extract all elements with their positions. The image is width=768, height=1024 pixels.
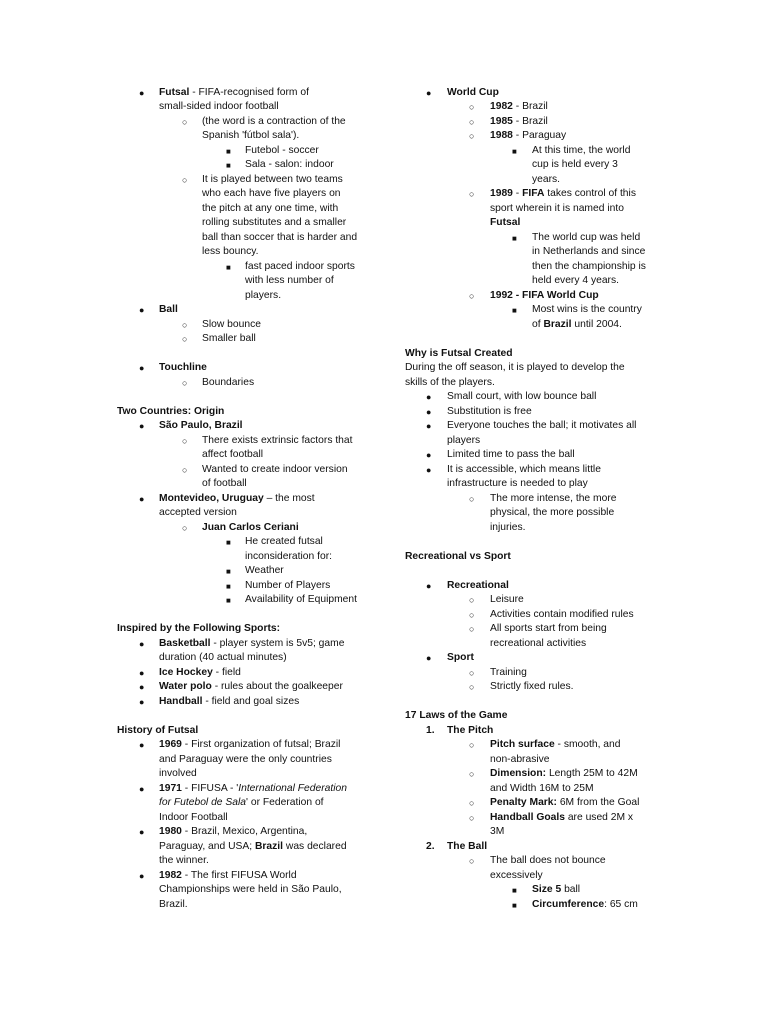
text: - rules about the goalkeeper	[211, 681, 343, 692]
text-line: players.	[245, 290, 282, 301]
text-line: All sports start from being	[490, 623, 607, 634]
text-line	[490, 100, 548, 114]
section-heading-rec-vs-sport: Recreational vs Sport	[405, 551, 511, 562]
text-line	[490, 129, 566, 143]
text: - Brazil	[512, 101, 548, 112]
text-line: Weather	[245, 565, 284, 576]
bullet-square	[226, 260, 231, 275]
text-line: Everyone touches the ball; it motivates all	[447, 420, 637, 431]
bullet-dot	[139, 419, 144, 433]
text-line	[490, 187, 636, 201]
bullet-dot	[139, 782, 144, 796]
text: Length 25M to 42M	[546, 768, 638, 779]
text-line: Number of Players	[245, 580, 331, 591]
text-line: Sport	[447, 652, 474, 663]
text-line: excessively	[490, 870, 543, 881]
bold-text: FIFA	[522, 188, 545, 199]
futsal-term: Futsal	[159, 87, 190, 98]
text-line	[159, 869, 297, 883]
bullet-circle	[182, 376, 187, 390]
section-heading-origin: Two Countries: Origin	[117, 406, 225, 417]
bold-text: 1982	[159, 870, 182, 881]
bullet-square	[226, 158, 231, 173]
text-line: injuries.	[490, 522, 526, 533]
bullet-circle	[469, 767, 474, 781]
bullet-circle	[469, 622, 474, 636]
bold-text: 1985	[490, 116, 513, 127]
text-line: Substitution is free	[447, 406, 532, 417]
bold-text: Brazil	[543, 319, 572, 330]
text: - player system is 5v5; game	[210, 638, 345, 649]
bullet-square	[226, 579, 231, 594]
bullet-dot	[426, 448, 431, 462]
bullet-circle	[469, 492, 474, 506]
bold-text: Water polo	[159, 681, 212, 692]
bullet-circle	[469, 738, 474, 752]
text-line: the winner.	[159, 855, 209, 866]
text-line: The Pitch	[447, 725, 494, 736]
futsal-definition	[159, 86, 309, 100]
text-line	[490, 796, 639, 810]
text-line	[532, 318, 622, 332]
bullet-circle	[469, 129, 474, 143]
text-line: (the word is a contraction of the	[202, 116, 346, 127]
bullet-circle	[469, 115, 474, 129]
bold-text: Basketball	[159, 638, 211, 649]
text-line: Slow bounce	[202, 319, 261, 330]
text-line: infrastructure is needed to play	[447, 478, 588, 489]
text-line: players	[447, 435, 481, 446]
bold-text: Pitch surface	[490, 739, 555, 750]
text-line: Sala - salon: indoor	[245, 159, 334, 170]
text-line	[159, 782, 347, 796]
world-cup-term: World Cup	[447, 87, 499, 98]
text-line: The world cup was held	[532, 232, 641, 243]
text-line: held every 4 years.	[532, 275, 619, 286]
text-line: Leisure	[490, 594, 524, 605]
text: - The first FIFUSA World	[181, 870, 297, 881]
bullet-dot	[139, 869, 144, 883]
italic-text: for Futebol de Sala	[159, 797, 247, 808]
section-heading-history: History of Futsal	[117, 725, 199, 736]
text-line: He created futsal	[245, 536, 323, 547]
text-line: duration (40 actual minutes)	[159, 652, 287, 663]
text-line	[490, 115, 548, 129]
bullet-square	[226, 564, 231, 579]
bullet-square	[512, 303, 517, 318]
bold-text: Handball Goals	[490, 812, 565, 823]
bold-text: 1969	[159, 739, 182, 750]
section-heading-why: Why is Futsal Created	[405, 348, 513, 359]
text-line: skills of the players.	[405, 377, 495, 388]
bullet-circle	[469, 811, 474, 825]
bold-text: 1982	[490, 101, 513, 112]
text-line: Activities contain modified rules	[490, 609, 634, 620]
text: ' or Federation of	[246, 797, 324, 808]
text-line: and Width 16M to 25M	[490, 783, 594, 794]
bullet-square	[226, 144, 231, 159]
text: - Brazil, Mexico, Argentina,	[181, 826, 308, 837]
bullet-dot	[426, 651, 431, 665]
text: until 2004.	[571, 319, 622, 330]
text: - First organization of futsal; Brazil	[181, 739, 341, 750]
bold-text: Ice Hockey	[159, 667, 213, 678]
text: -	[512, 188, 523, 199]
text-line: Futsal	[490, 217, 521, 228]
text-line: The Ball	[447, 841, 488, 852]
text-line: with less number of	[245, 275, 334, 286]
bold-text: 1980	[159, 826, 182, 837]
text: - field and goal sizes	[202, 696, 300, 707]
text-line: 3M	[490, 826, 505, 837]
bullet-circle	[469, 854, 474, 868]
bullet-dot	[139, 695, 144, 709]
text-line: Futebol - soccer	[245, 145, 319, 156]
text: Paraguay, and USA;	[159, 841, 255, 852]
text-line	[159, 738, 340, 752]
text-line: Smaller ball	[202, 333, 256, 344]
text-line: who each have five players on	[202, 188, 341, 199]
text-line: The ball does not bounce	[490, 855, 606, 866]
text-line	[159, 680, 343, 694]
text-line	[159, 666, 241, 680]
text-line: rolling substitutes and a smaller	[202, 217, 347, 228]
bullet-circle	[469, 796, 474, 810]
bold-text: Handball	[159, 696, 203, 707]
text-line: São Paulo, Brazil	[159, 420, 243, 431]
text: takes control of this	[544, 188, 636, 199]
text-line	[532, 883, 580, 897]
bold-text: Dimension:	[490, 768, 547, 779]
bullet-dot	[139, 666, 144, 680]
text-line	[159, 840, 347, 854]
text-line	[490, 811, 633, 825]
bullet-circle	[469, 187, 474, 201]
list-number: 2.	[426, 841, 435, 852]
text-line: Wanted to create indoor version	[202, 464, 348, 475]
text-line: The more intense, the more	[490, 493, 617, 504]
bullet-dot	[139, 361, 144, 375]
bullet-circle	[469, 608, 474, 622]
section-heading-laws: 17 Laws of the Game	[405, 710, 508, 721]
bold-text: Penalty Mark:	[490, 797, 557, 808]
bullet-circle	[469, 289, 474, 303]
text-line: of football	[202, 478, 247, 489]
bullet-square	[512, 231, 517, 246]
text-line: non-abrasive	[490, 754, 550, 765]
text-line	[159, 637, 344, 651]
text: – the most	[263, 493, 315, 504]
text-line: Recreational	[447, 580, 509, 591]
text-line: physical, the more possible	[490, 507, 615, 518]
text-line: years.	[532, 174, 561, 185]
bullet-circle	[182, 115, 187, 129]
text-line: inconsideration for:	[245, 551, 333, 562]
text-line: 1992 - FIFA World Cup	[490, 290, 599, 301]
ball-term: Ball	[159, 304, 178, 315]
bullet-circle	[469, 680, 474, 694]
bold-text: 1989	[490, 188, 513, 199]
text: of	[532, 319, 544, 330]
bullet-circle	[182, 318, 187, 332]
text: are used 2M x	[564, 812, 634, 823]
bullet-dot	[426, 405, 431, 419]
bullet-circle	[469, 666, 474, 680]
text-line	[532, 898, 638, 912]
bullet-square	[512, 144, 517, 159]
text: - Paraguay	[512, 130, 567, 141]
bullet-dot	[426, 463, 431, 477]
bullet-circle	[182, 434, 187, 448]
text-line: Availability of Equipment	[245, 594, 357, 605]
text-line	[490, 767, 638, 781]
list-number: 1.	[426, 725, 435, 736]
text: - FIFA-recognised form of	[189, 87, 309, 98]
text-line: Boundaries	[202, 377, 255, 388]
bullet-dot	[426, 86, 431, 100]
bullet-dot	[139, 825, 144, 839]
text-line: It is accessible, which means little	[447, 464, 601, 475]
bold-text: Size 5	[532, 884, 562, 895]
bullet-dot	[139, 303, 144, 317]
text: - Brazil	[512, 116, 548, 127]
text-line: It is played between two teams	[202, 174, 343, 185]
text-line: in Netherlands and since	[532, 246, 646, 257]
bold-text: Circumference	[532, 899, 605, 910]
bullet-circle	[469, 593, 474, 607]
bullet-circle	[469, 100, 474, 114]
text-line: Brazil.	[159, 899, 188, 910]
text-line: Most wins is the country	[532, 304, 642, 315]
bullet-dot	[139, 637, 144, 651]
text-line: Small court, with low bounce ball	[447, 391, 597, 402]
bullet-circle	[182, 521, 187, 535]
bullet-dot	[139, 738, 144, 752]
bullet-dot	[139, 86, 144, 100]
text-line: ball than soccer that is harder and	[202, 232, 358, 243]
bullet-dot	[139, 680, 144, 694]
text-line: small-sided indoor football	[159, 101, 279, 112]
text-line: During the off season, it is played to develop the	[405, 362, 625, 373]
bullet-square	[226, 593, 231, 608]
bold-text: 1971	[159, 783, 182, 794]
text-line: Limited time to pass the ball	[447, 449, 575, 460]
text-line: recreational activities	[490, 638, 587, 649]
text-line: and Paraguay were the only countries	[159, 754, 332, 765]
text: - FIFUSA - '	[181, 783, 239, 794]
text-line: Juan Carlos Ceriani	[202, 522, 299, 533]
bullet-circle	[182, 173, 187, 187]
bold-text: 1988	[490, 130, 513, 141]
text-line	[159, 695, 299, 709]
bullet-circle	[182, 332, 187, 346]
text-line: less bouncy.	[202, 246, 259, 257]
text-line: affect football	[202, 449, 264, 460]
section-heading-inspired: Inspired by the Following Sports:	[117, 623, 281, 634]
bullet-dot	[426, 579, 431, 593]
text-line	[490, 738, 621, 752]
text: : 65 cm	[604, 899, 638, 910]
italic-text: International Federation	[238, 783, 347, 794]
text-line: accepted version	[159, 507, 237, 518]
bullet-square	[512, 883, 517, 898]
text-line	[159, 796, 324, 810]
text: was declared	[283, 841, 347, 852]
text-line: Training	[490, 667, 527, 678]
text: 6M from the Goal	[556, 797, 640, 808]
bullet-square	[512, 898, 517, 913]
text-line: cup is held every 3	[532, 159, 618, 170]
text-line: sport wherein it is named into	[490, 203, 624, 214]
text: ball	[561, 884, 581, 895]
touchline-term: Touchline	[159, 362, 207, 373]
text-line	[159, 492, 315, 506]
text-line: the pitch at any one time, with	[202, 203, 339, 214]
text-line: Spanish 'fútbol sala').	[202, 130, 300, 141]
bullet-square	[226, 535, 231, 550]
text-line: Strictly fixed rules.	[490, 681, 574, 692]
text-line: fast paced indoor sports	[245, 261, 355, 272]
text-line: Championships were held in São Paulo,	[159, 884, 342, 895]
bullet-dot	[426, 390, 431, 404]
text: - field	[212, 667, 241, 678]
text: - smooth, and	[554, 739, 621, 750]
bold-text: Brazil	[254, 841, 284, 852]
text-line: involved	[159, 768, 197, 779]
text-line	[159, 825, 307, 839]
bullet-circle	[182, 463, 187, 477]
bullet-dot	[426, 419, 431, 433]
bullet-dot	[139, 492, 144, 506]
text-line: Indoor Football	[159, 812, 228, 823]
bold-text: Montevideo, Uruguay	[159, 493, 264, 504]
text-line: then the championship is	[532, 261, 646, 272]
text-line: At this time, the world	[532, 145, 631, 156]
text-line: There exists extrinsic factors that	[202, 435, 353, 446]
